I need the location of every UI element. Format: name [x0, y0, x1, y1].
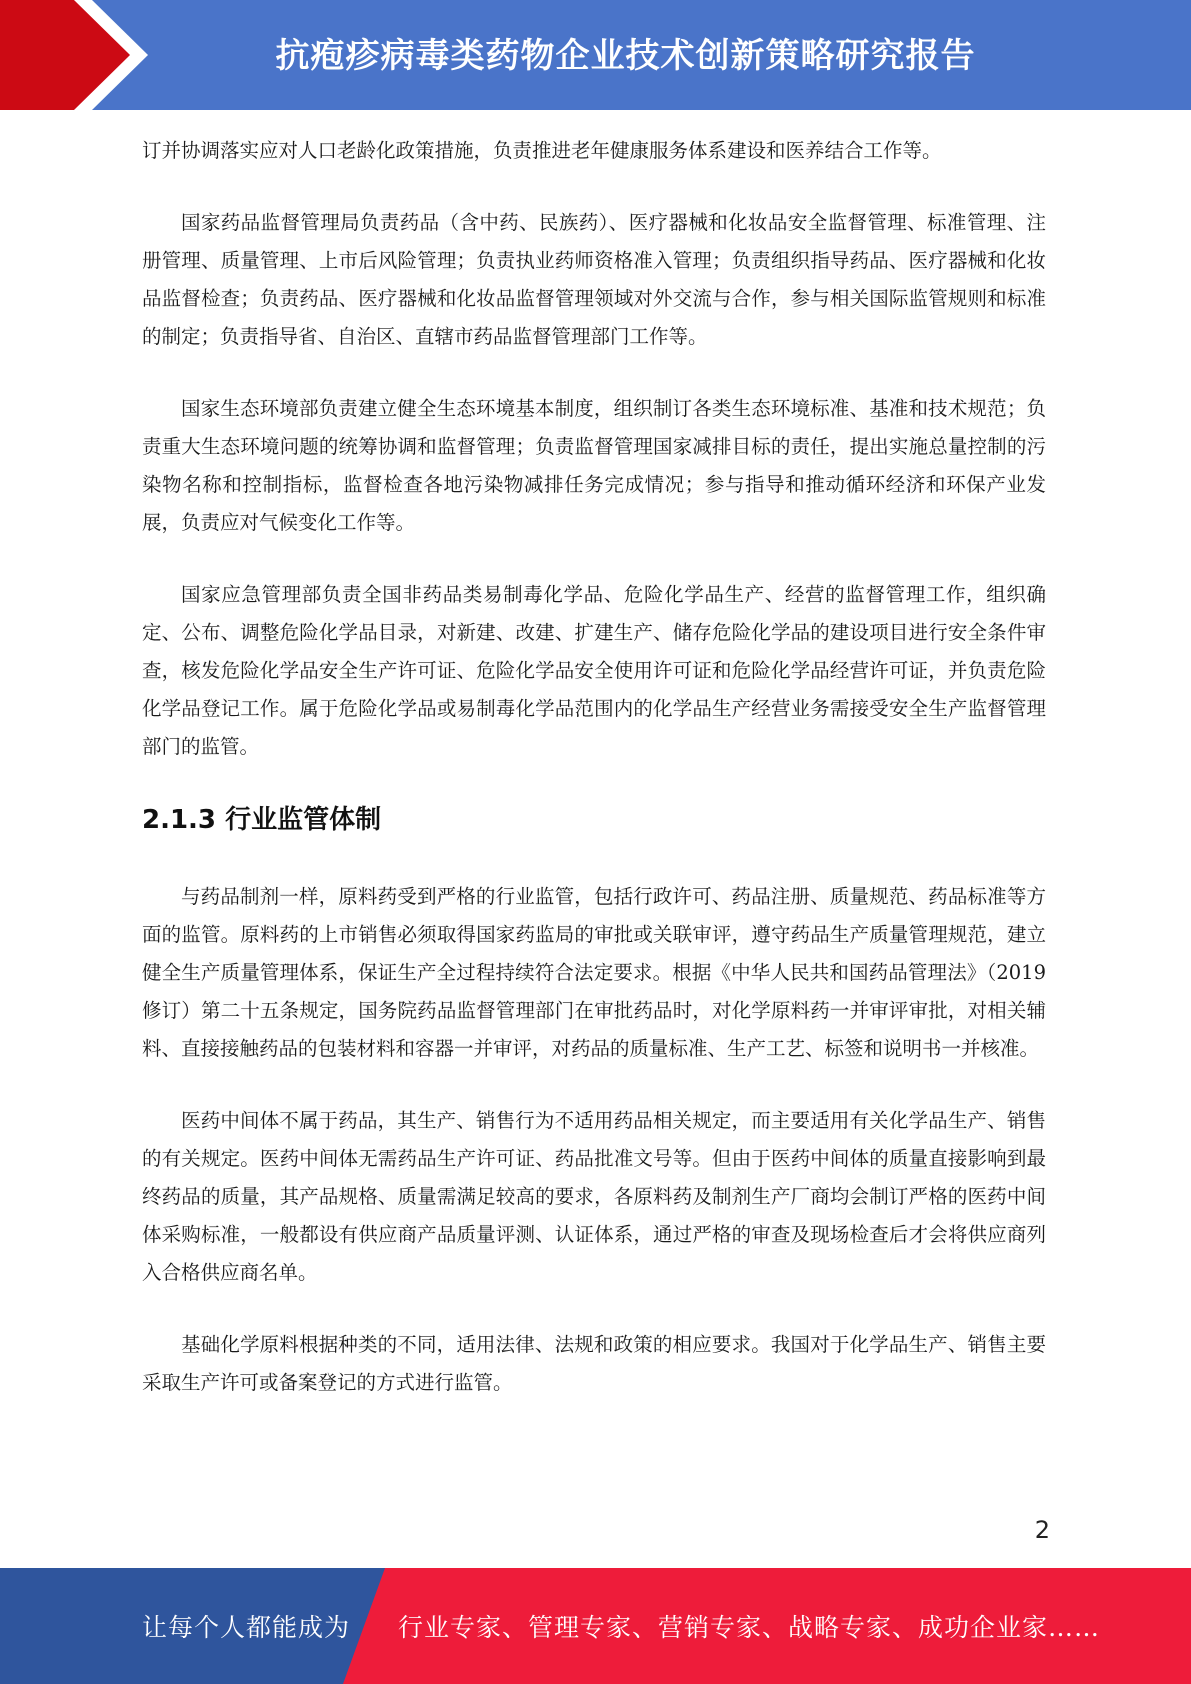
footer-slogan-right: 行业专家、管理专家、营销专家、战略专家、成功企业家…… — [398, 1613, 1101, 1642]
paragraph: 基础化学原料根据种类的不同，适用法律、法规和政策的相应要求。我国对于化学品生产、销售主要采取生产许可或备案登记的方式进行监管。 — [142, 1333, 1046, 1394]
section-heading: 2.1.3 行业监管体制 — [142, 805, 382, 835]
paragraph: 订并协调落实应对人口老龄化政策措施，负责推进老年健康服务体系建设和医养结合工作等。 — [142, 139, 942, 162]
paragraph: 国家药品监督管理局负责药品（含中药、民族药）、医疗器械和化妆品安全监督管理、标准管理、注册管理、质量管理、上市后风险管理；负责执业药师资格准入管理；负责组织指导药品、医疗器械和化妆品监督检查；负责药品、医疗器械和化妆品监督管理领域对外交流与合作，参与相关国际监管规则和标准的制定；负责指导省、自治区、直辖市药品监督管理部门工作等。 — [142, 211, 1046, 348]
paragraph: 国家生态环境部负责建立健全生态环境基本制度，组织制订各类生态环境标准、基准和技术规范；负责重大生态环境问题的统筹协调和监督管理；负责监督管理国家减排目标的责任，提出实施总量控制的污染物名称和控制指标，监督检查各地污染物减排任务完成情况；参与指导和推动循环经济和环保产业发展，负责应对气候变化工作等。 — [142, 397, 1046, 534]
chevron-logo-icon — [0, 0, 150, 110]
page-number: 2 — [1034, 1516, 1050, 1544]
footer-banner — [0, 1568, 1191, 1684]
paragraph: 与药品制剂一样，原料药受到严格的行业监管，包括行政许可、药品注册、质量规范、药品标准等方面的监管。原料药的上市销售必须取得国家药监局的审批或关联审评，遵守药品生产质量管理规范，建立健全生产质量管理体系，保证生产全过程持续符合法定要求。根据《中华人民共和国药品管理法》（2019 修订）第二十五条规定，国务院药品监督管理部门在审批药品时，对化学原料药一并审评审批，对相关辅料、直接接触药品的包装材料和容器一并审评，对药品的质量标准、生产工艺、标签和说明书一并核准。 — [142, 885, 1046, 1060]
paragraph: 医药中间体不属于药品，其生产、销售行为不适用药品相关规定，而主要适用有关化学品生产、销售的有关规定。医药中间体无需药品生产许可证、药品批准文号等。但由于医药中间体的质量直接影响到最终药品的质量，其产品规格、质量需满足较高的要求，各原料药及制剂生产厂商均会制订严格的医药中间体采购标准，一般都设有供应商产品质量评测、认证体系，通过严格的审查及现场检查后才会将供应商列入合格供应商名单。 — [142, 1109, 1046, 1284]
page-content — [142, 132, 1046, 1436]
footer-slogan-left: 让每个人都能成为 — [142, 1613, 351, 1642]
header-banner — [0, 0, 1191, 110]
report-title: 抗疱疹病毒类药物企业技术创新策略研究报告 — [275, 35, 976, 76]
paragraph: 国家应急管理部负责全国非药品类易制毒化学品、危险化学品生产、经营的监督管理工作，组织确定、公布、调整危险化学品目录，对新建、改建、扩建生产、储存危险化学品的建设项目进行安全条件审查，核发危险化学品安全生产许可证、危险化学品安全使用许可证和危险化学品经营许可证，并负责危险化学品登记工作。属于危险化学品或易制毒化学品范围内的化学品生产经营业务需接受安全生产监督管理部门的监管。 — [142, 583, 1046, 758]
